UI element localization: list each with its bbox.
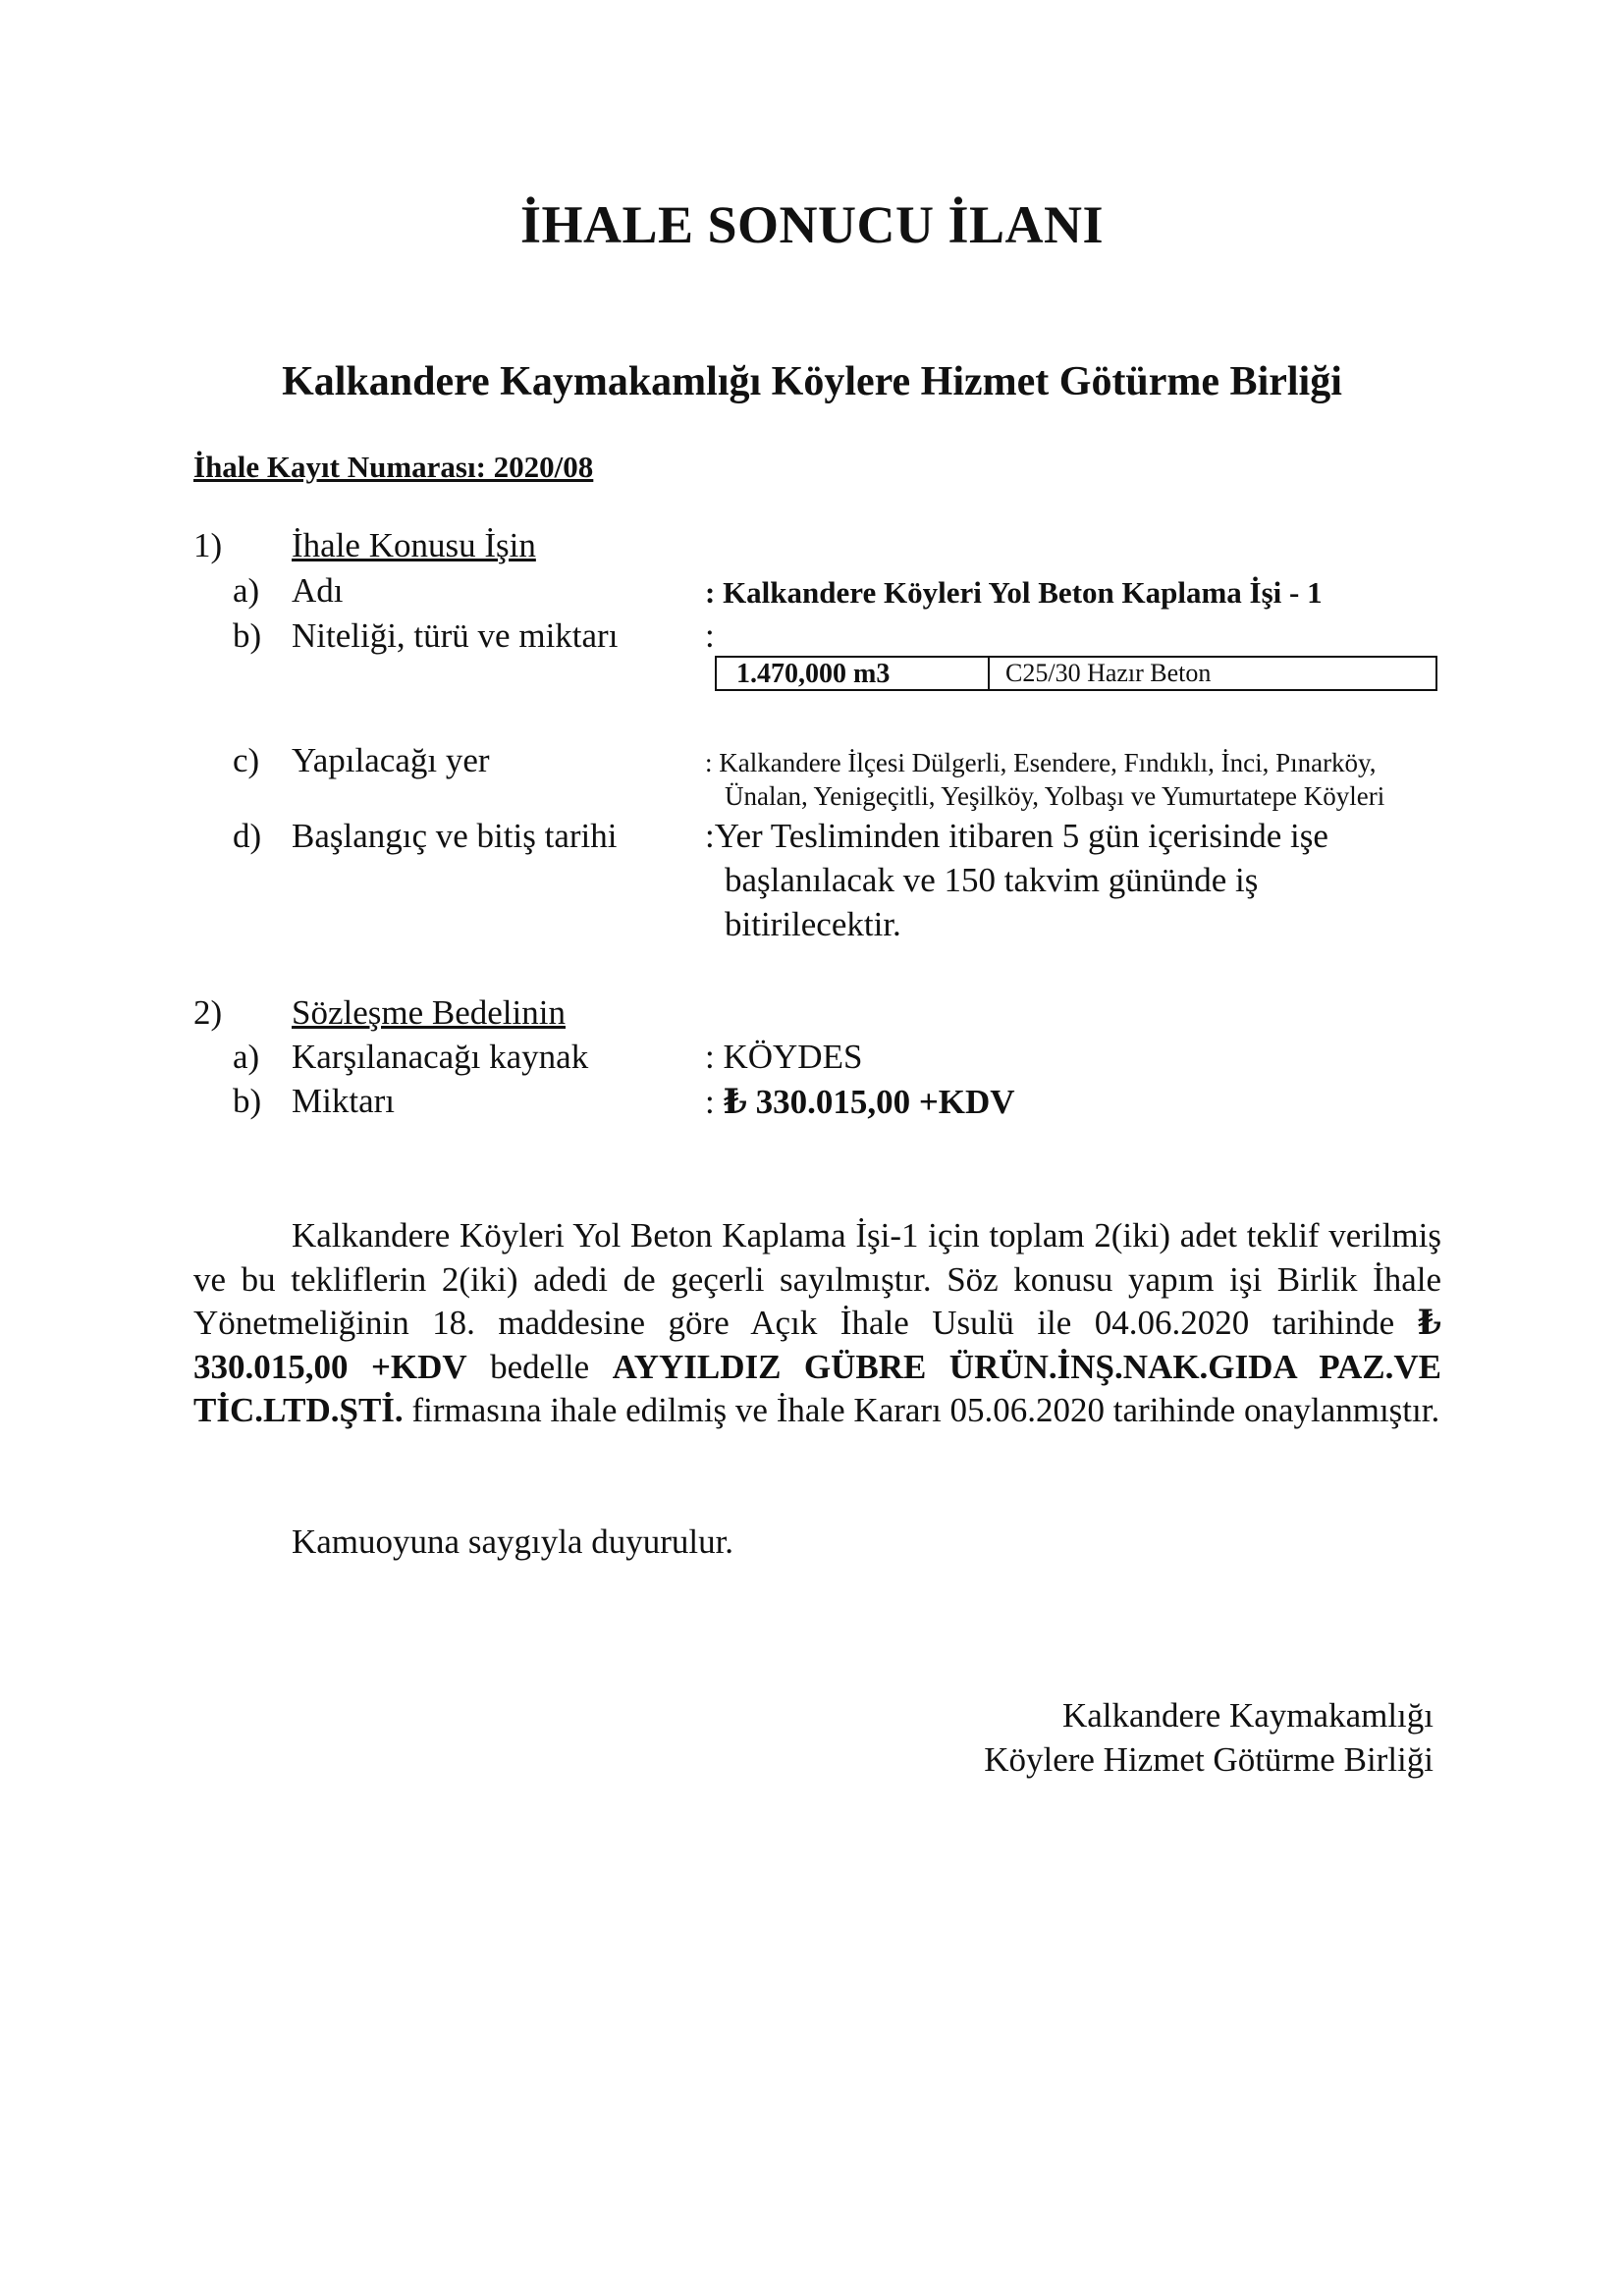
funding-source-label: Karşılanacağı kaynak [292, 1038, 589, 1076]
item-b-colon: : [705, 616, 715, 655]
paragraph-text-2: bedelle [466, 1347, 613, 1386]
quantity-table [715, 656, 1437, 691]
paragraph-amount: ₺ 330.015,00 +KDV [193, 1304, 1441, 1386]
contract-amount-letter: b) [233, 1082, 262, 1120]
item-d-letter: d) [233, 817, 262, 855]
item-c-letter: c) [233, 741, 260, 779]
item-a-value: : Kalkandere Köyleri Yol Beton Kaplama İşi - 1 [705, 575, 1323, 610]
registration-number: İhale Kayıt Numarası: 2020/08 [193, 450, 594, 484]
item-b-label: Niteliği, türü ve miktarı [292, 616, 619, 655]
contract-amount-value [705, 1082, 1015, 1122]
paragraph-company: AYYILDIZ GÜBRE ÜRÜN.İNŞ.NAK.GIDA PAZ.VE TİC.LTD.ŞTİ. [193, 1347, 1441, 1429]
section1-heading: İhale Konusu İşin [292, 526, 536, 564]
funding-source-letter: a) [233, 1038, 260, 1076]
document-title: İHALE SONUCU İLANI [519, 195, 1105, 254]
contract-amount-figure: ₺ 330.015,00 +KDV [723, 1083, 1015, 1121]
item-d-value-line1: :Yer Tesliminden itibaren 5 gün içerisinde işe [705, 817, 1328, 855]
item-a-letter: a) [233, 571, 260, 610]
item-c-value-line1: : Kalkandere İlçesi Dülgerli, Esendere, Fındıklı, İnci, Pınarköy, [705, 748, 1377, 777]
signature-line1: Kalkandere Kaymakamlığı [1061, 1696, 1434, 1735]
signature-line2: Köylere Hizmet Götürme Birliği [984, 1740, 1434, 1779]
item-a-label: Adı [292, 571, 344, 610]
item-d-value-line3: bitirilecektir. [725, 905, 901, 943]
item-b-letter: b) [233, 616, 262, 655]
contract-amount-label: Miktarı [292, 1082, 395, 1120]
section2-heading: Sözleşme Bedelinin [292, 993, 566, 1032]
organization-heading: Kalkandere Kaymakamlığı Köylere Hizmet Götürme Birliği [282, 359, 1342, 404]
result-paragraph [193, 1214, 1441, 1433]
paragraph-text-1: Kalkandere Köyleri Yol Beton Kaplama İşi-1 için toplam 2(iki) adet teklif verilmiş ve bu tekliflerin 2(iki) adedi de geçerli sayılmıştır. Söz konusu yapım işi Birlik İhale Yönetmeliğinin 18. maddesine göre Açık İhale Usulü ile 04.06.2020 tarihinde [193, 1216, 1441, 1342]
section1-number: 1) [193, 526, 223, 564]
quantity-cell: 1.470,000 m3 [717, 658, 990, 689]
item-d-label: Başlangıç ve bitiş tarihi [292, 817, 618, 855]
item-c-value-line2: Ünalan, Yenigeçitli, Yeşilköy, Yolbaşı ve Yumurtatepe Köyleri [725, 781, 1385, 811]
contract-amount-colon: : [705, 1083, 724, 1121]
paragraph-text-3: firmasına ihale edilmiş ve İhale Kararı 05.06.2020 tarihinde onaylanmıştır. [403, 1391, 1440, 1429]
material-type-cell: C25/30 Hazır Beton [1005, 659, 1212, 687]
item-c-label: Yapılacağı yer [292, 741, 490, 779]
funding-source-value: : KÖYDES [705, 1038, 863, 1076]
section2-number: 2) [193, 993, 223, 1032]
closing-line: Kamuoyuna saygıyla duyurulur. [292, 1522, 734, 1561]
item-d-value-line2: başlanılacak ve 150 takvim gününde iş [725, 861, 1259, 899]
